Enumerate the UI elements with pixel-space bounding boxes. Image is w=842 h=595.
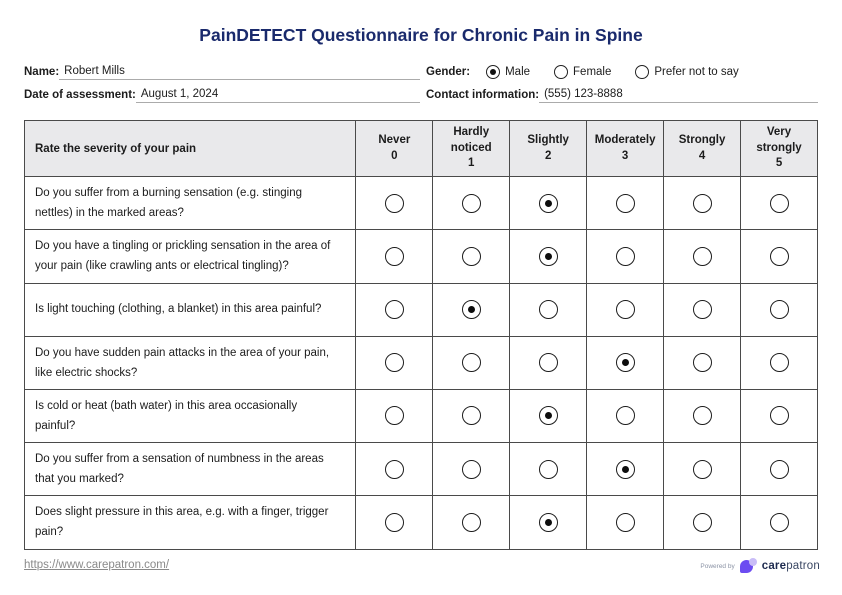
answer-cell	[510, 389, 587, 442]
radio-unselected-icon[interactable]	[770, 460, 789, 479]
answer-cell	[587, 336, 664, 389]
header-question-col: Rate the severity of your pain	[25, 121, 356, 177]
answer-cell	[356, 443, 433, 496]
question-text: Is light touching (clothing, a blanket) in this area painful?	[25, 283, 356, 336]
answer-cell	[433, 496, 510, 549]
radio-unselected-icon[interactable]	[693, 194, 712, 213]
radio-unselected-icon[interactable]	[693, 406, 712, 425]
table-body	[25, 177, 818, 550]
name-field[interactable]: Robert Mills	[59, 65, 420, 80]
radio-unselected-icon[interactable]	[770, 300, 789, 319]
carepatron-logo-icon	[740, 558, 757, 574]
answer-cell	[433, 443, 510, 496]
answer-cell	[587, 230, 664, 283]
answer-cell	[741, 496, 818, 549]
question-text: Do you have sudden pain attacks in the area of your pain, like electric shocks?	[25, 336, 356, 389]
header-option-col: Slightly 2	[510, 121, 587, 177]
radio-unselected-icon[interactable]	[635, 65, 649, 79]
contact-field-group	[426, 88, 818, 103]
answer-cell	[510, 230, 587, 283]
table-row	[25, 177, 818, 230]
answer-cell	[741, 389, 818, 442]
table-header-row	[25, 121, 818, 177]
gender-option-label: Female	[573, 66, 612, 78]
radio-selected-icon[interactable]	[539, 406, 558, 425]
answer-cell	[664, 389, 741, 442]
radio-unselected-icon[interactable]	[770, 194, 789, 213]
radio-unselected-icon[interactable]	[616, 194, 635, 213]
radio-unselected-icon[interactable]	[770, 513, 789, 532]
info-row-2	[24, 84, 818, 103]
radio-unselected-icon[interactable]	[385, 194, 404, 213]
info-row-1	[24, 61, 818, 80]
brand-care: care	[761, 560, 787, 572]
radio-unselected-icon[interactable]	[693, 513, 712, 532]
answer-cell	[433, 389, 510, 442]
gender-option[interactable]	[486, 65, 530, 79]
answer-cell	[356, 177, 433, 230]
header-option-col: Never 0	[356, 121, 433, 177]
answer-cell	[356, 230, 433, 283]
table-row	[25, 336, 818, 389]
radio-selected-icon[interactable]	[539, 194, 558, 213]
answer-cell	[587, 443, 664, 496]
answer-cell	[510, 283, 587, 336]
radio-unselected-icon[interactable]	[385, 406, 404, 425]
date-label: Date of assessment:	[24, 89, 136, 101]
answer-cell	[433, 230, 510, 283]
radio-unselected-icon[interactable]	[616, 300, 635, 319]
question-text: Is cold or heat (bath water) in this area occasionally painful?	[25, 389, 356, 442]
answer-cell	[587, 283, 664, 336]
contact-field[interactable]: (555) 123-8888	[539, 88, 818, 103]
answer-cell	[510, 177, 587, 230]
date-field[interactable]: August 1, 2024	[136, 88, 420, 103]
radio-unselected-icon[interactable]	[385, 353, 404, 372]
header-option-col: Strongly 4	[664, 121, 741, 177]
answer-cell	[587, 389, 664, 442]
page-title: PainDETECT Questionnaire for Chronic Pain in Spine	[199, 25, 643, 45]
radio-unselected-icon[interactable]	[616, 247, 635, 266]
answer-cell	[664, 336, 741, 389]
radio-unselected-icon[interactable]	[693, 353, 712, 372]
radio-unselected-icon[interactable]	[693, 460, 712, 479]
answer-cell	[510, 336, 587, 389]
table-row	[25, 230, 818, 283]
powered-by-badge	[700, 558, 820, 574]
answer-cell	[510, 443, 587, 496]
header-option-col: Moderately 3	[587, 121, 664, 177]
name-field-group	[24, 65, 420, 80]
radio-unselected-icon[interactable]	[539, 353, 558, 372]
radio-unselected-icon[interactable]	[539, 460, 558, 479]
gender-option-label: Prefer not to say	[654, 66, 739, 78]
answer-cell	[741, 230, 818, 283]
answer-cell	[664, 283, 741, 336]
answer-cell	[741, 443, 818, 496]
radio-selected-icon[interactable]	[539, 247, 558, 266]
radio-selected-icon[interactable]	[616, 353, 635, 372]
radio-unselected-icon[interactable]	[616, 513, 635, 532]
answer-cell	[664, 496, 741, 549]
header-option-col: Very strongly 5	[741, 121, 818, 177]
gender-option[interactable]	[635, 65, 738, 79]
radio-unselected-icon[interactable]	[554, 65, 568, 79]
brand-patron: patron	[786, 560, 820, 572]
radio-unselected-icon[interactable]	[385, 513, 404, 532]
answer-cell	[741, 177, 818, 230]
radio-selected-icon[interactable]	[486, 65, 500, 79]
table-row	[25, 443, 818, 496]
radio-unselected-icon[interactable]	[462, 194, 481, 213]
answer-cell	[433, 336, 510, 389]
answer-cell	[356, 283, 433, 336]
radio-selected-icon[interactable]	[462, 300, 481, 319]
radio-unselected-icon[interactable]	[385, 300, 404, 319]
radio-unselected-icon[interactable]	[539, 300, 558, 319]
question-text: Does slight pressure in this area, e.g. with a finger, trigger pain?	[25, 496, 356, 549]
radio-unselected-icon[interactable]	[462, 353, 481, 372]
answer-cell	[433, 283, 510, 336]
question-text: Do you suffer from a sensation of numbness in the areas that you marked?	[25, 443, 356, 496]
radio-unselected-icon[interactable]	[693, 247, 712, 266]
gender-option[interactable]	[554, 65, 611, 79]
answer-cell	[356, 496, 433, 549]
answer-cell	[664, 177, 741, 230]
radio-unselected-icon[interactable]	[385, 460, 404, 479]
table-row	[25, 389, 818, 442]
header-option-col: Hardly noticed 1	[433, 121, 510, 177]
radio-unselected-icon[interactable]	[770, 247, 789, 266]
name-label: Name:	[24, 66, 60, 78]
question-text: Do you have a tingling or prickling sensation in the area of your pain (like crawling ants or electrical tingling)?	[25, 230, 356, 283]
radio-unselected-icon[interactable]	[462, 247, 481, 266]
footer-link[interactable]: https://www.carepatron.com/	[24, 559, 170, 571]
answer-cell	[510, 496, 587, 549]
radio-unselected-icon[interactable]	[770, 353, 789, 372]
question-text: Do you suffer from a burning sensation (e.g. stinging nettles) in the marked areas?	[25, 177, 356, 230]
carepatron-brand-text	[762, 560, 820, 572]
radio-selected-icon[interactable]	[616, 460, 635, 479]
powered-by-label: Powered by	[700, 562, 735, 570]
answer-cell	[356, 389, 433, 442]
radio-selected-icon[interactable]	[539, 513, 558, 532]
table-row	[25, 283, 818, 336]
contact-label: Contact information:	[426, 89, 540, 101]
radio-unselected-icon[interactable]	[385, 247, 404, 266]
radio-unselected-icon[interactable]	[693, 300, 712, 319]
answer-cell	[356, 336, 433, 389]
answer-cell	[433, 177, 510, 230]
answer-cell	[664, 230, 741, 283]
answer-cell	[587, 177, 664, 230]
severity-table	[24, 120, 818, 550]
gender-field-group	[426, 65, 818, 80]
answer-cell	[664, 443, 741, 496]
table-row	[25, 496, 818, 549]
radio-unselected-icon[interactable]	[770, 406, 789, 425]
radio-unselected-icon[interactable]	[462, 513, 481, 532]
radio-unselected-icon[interactable]	[616, 406, 635, 425]
radio-unselected-icon[interactable]	[462, 406, 481, 425]
gender-options	[486, 65, 739, 80]
date-field-group	[24, 88, 420, 103]
gender-option-label: Male	[505, 66, 531, 78]
answer-cell	[741, 283, 818, 336]
gender-label: Gender:	[426, 66, 471, 78]
radio-unselected-icon[interactable]	[462, 460, 481, 479]
answer-cell	[587, 496, 664, 549]
answer-cell	[741, 336, 818, 389]
